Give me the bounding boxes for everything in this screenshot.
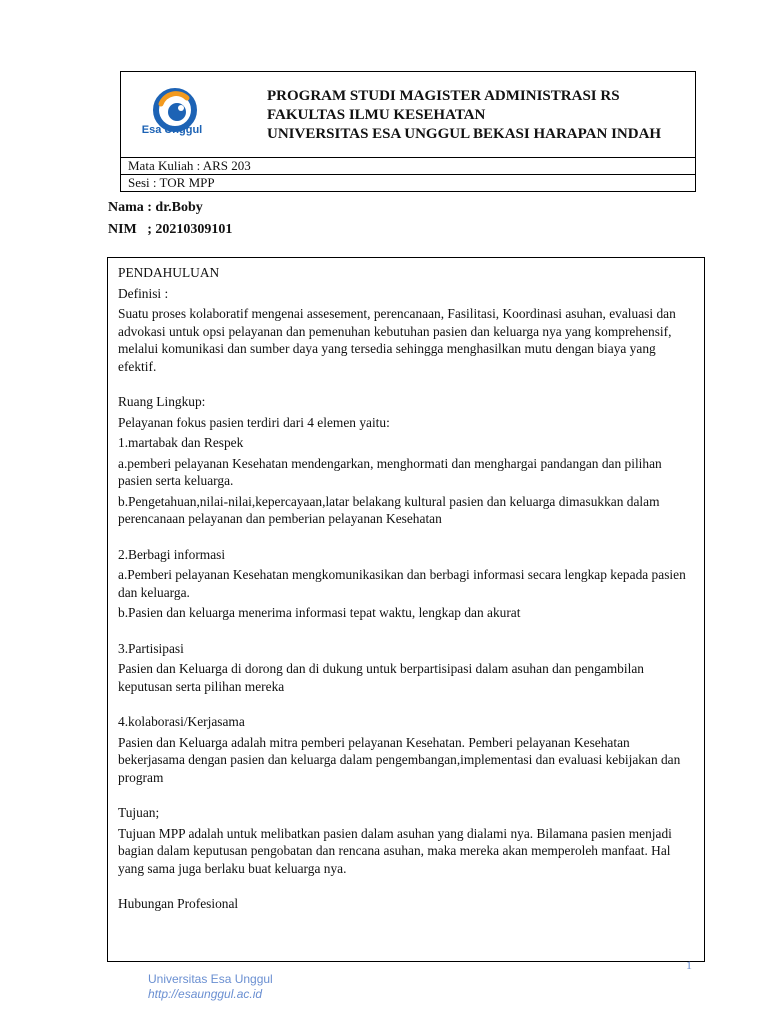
- element-4-title: 4.kolaborasi/Kerjasama: [118, 714, 245, 729]
- hubungan-profesional-label: Hubungan Profesional: [118, 896, 239, 911]
- faculty-title: FAKULTAS ILMU KESEHATAN: [267, 107, 486, 123]
- esa-unggul-logo-icon: [143, 86, 203, 146]
- element-1-point-b: b.Pengetahuan,nilai-nilai,kepercayaan,latar belakang kultural pasien dan keluarga dimasukkan dalam perencanaan pelayanan dan pemberian pelayanan Kesehatan: [118, 493, 660, 526]
- ruang-lingkup-intro: Pelayanan fokus pasien terdiri dari 4 elemen yaitu:: [118, 414, 390, 430]
- element-2-title: 2.Berbagi informasi: [118, 546, 226, 562]
- ruang-lingkup-label: Ruang Lingkup:: [118, 394, 206, 409]
- element-2-point-a: a.Pemberi pelayanan Kesehatan mengkomunikasikan dan berbagi informasi secara lengkap kepada pasien dan keluarga.: [118, 567, 686, 600]
- student-info: [108, 197, 232, 241]
- header-top: [121, 72, 695, 158]
- element-4-text: Pasien dan Keluarga adalah mitra pemberi pelayanan Kesehatan. Pemberi pelayanan Kesehatan bekerjasama dengan pasien dan keluarga dalam pengembangan,implementasi dan evaluasi kebijakan dan program: [118, 734, 681, 785]
- course-row: Mata Kuliah : ARS 203: [121, 158, 695, 175]
- element-3-text: Pasien dan Keluarga di dorong dan di dukung untuk berpartisipasi dalam asuhan dan pengambilan keputusan serta pilihan mereka: [118, 661, 644, 694]
- program-title: PROGRAM STUDI MAGISTER ADMINISTRASI RS: [267, 88, 620, 104]
- element-2-point-b: b.Pasien dan keluarga menerima informasi tepat waktu, lengkap dan akurat: [118, 605, 521, 620]
- element-1-title: 1.martabak dan Respek: [118, 435, 244, 450]
- content-box: [107, 257, 705, 962]
- definisi-label: Definisi :: [118, 285, 169, 301]
- section-heading-pendahuluan: PENDAHULUAN: [118, 265, 220, 280]
- student-name: Nama : dr.Boby: [108, 200, 203, 215]
- university-title: UNIVERSITAS ESA UNGGUL BEKASI HARAPAN INDAH: [267, 126, 662, 142]
- page-number: 1: [686, 958, 692, 972]
- document-header: [120, 71, 696, 192]
- footer-institution: Universitas Esa Unggul: [148, 972, 273, 986]
- logo-text: Esa Unggul: [141, 124, 203, 136]
- tujuan-label: Tujuan;: [118, 805, 160, 820]
- footer-url-link[interactable]: http://esaunggul.ac.id: [148, 987, 263, 1001]
- element-1-point-a: a.pemberi pelayanan Kesehatan mendengarkan, menghormati dan menghargai pandangan dan pilihan pasien serta keluarga.: [118, 455, 662, 488]
- footer: [148, 972, 273, 1002]
- tujuan-text: Tujuan MPP adalah untuk melibatkan pasien dalam asuhan yang dialami nya. Bilamana pasien menjadi bagian dalam keputusan pengobatan dan rencana asuhan, maka mereka akan memperoleh manfaat. Hal yang sama juga berlaku buat keluarga nya.: [118, 825, 672, 876]
- session-row: Sesi : TOR MPP: [128, 175, 215, 190]
- definisi-text: Suatu proses kolaboratif mengenai assesement, perencanaan, Fasilitasi, Koordinasi asuhan, evaluasi dan advokasi untuk opsi pelayanan dan pemenuhan kebutuhan pasien dan keluarga nya yang komprehensif, melalui komunikasi dan sumber daya yang tersedia sehingga menghasilkan mutu dengan biaya yang efektif.: [118, 306, 676, 374]
- element-3-title: 3.Partisipasi: [118, 640, 184, 656]
- student-nim: NIM ; 20210309101: [108, 222, 233, 237]
- institution-lines: [267, 87, 661, 144]
